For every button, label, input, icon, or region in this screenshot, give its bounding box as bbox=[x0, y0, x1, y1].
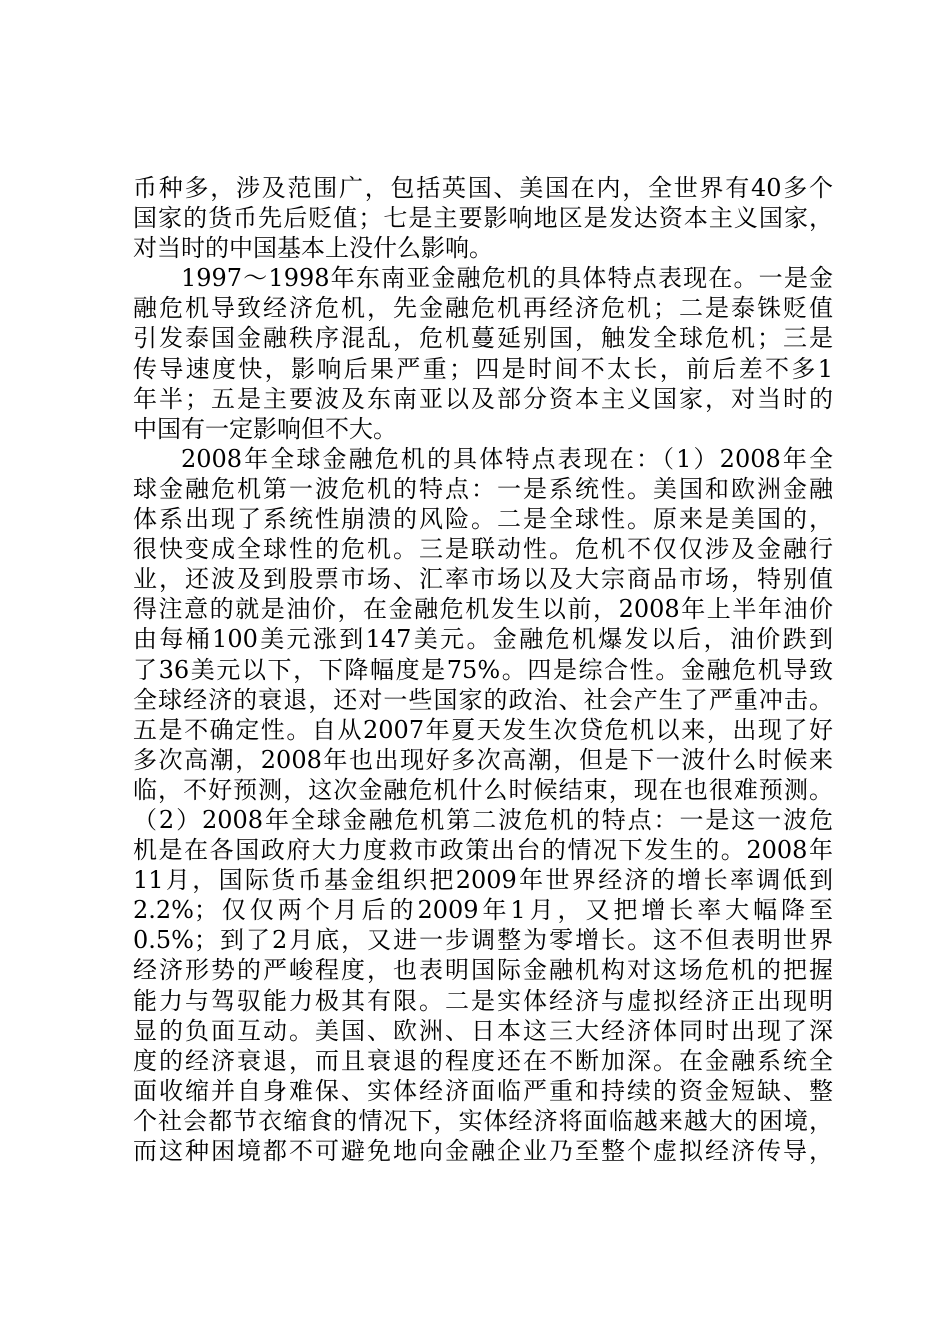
text-line: 年半；五是主要波及东南亚以及部分资本主义国家，对当时的 bbox=[133, 384, 833, 413]
text-line: 0.5%；到了2月底，又进一步调整为零增长。这不但表明世界 bbox=[133, 926, 833, 955]
text-line: 引发泰国金融秩序混乱，危机蔓延别国，触发全球危机；三是 bbox=[133, 324, 833, 353]
document-body bbox=[133, 173, 833, 1166]
text-line: 度的经济衰退，而且衰退的程度还在不断加深。在金融系统全 bbox=[133, 1046, 833, 1075]
text-line: 传导速度快，影响后果严重；四是时间不太长，前后差不多1 bbox=[133, 354, 833, 383]
text-line: 经济形势的严峻程度，也表明国际金融机构对这场危机的把握 bbox=[133, 956, 833, 985]
text-line: 五是不确定性。自从2007年夏天发生次贷危机以来，出现了好 bbox=[133, 715, 833, 744]
text-line: 中国有一定影响但不大。 bbox=[133, 414, 397, 443]
text-line: 显的负面互动。美国、欧洲、日本这三大经济体同时出现了深 bbox=[133, 1016, 833, 1045]
text-line: 球金融危机第一波危机的特点：一是系统性。美国和欧洲金融 bbox=[133, 474, 833, 503]
text-line: 币种多，涉及范围广，包括英国、美国在内，全世界有40多个 bbox=[133, 174, 833, 202]
text-line: 1997～1998年东南亚金融危机的具体特点表现在。一是金 bbox=[181, 264, 833, 293]
text-line: 国家的货币先后贬值；七是主要影响地区是发达资本主义国家， bbox=[133, 204, 833, 233]
text-line: 个社会都节衣缩食的情况下，实体经济将面临越来越大的困境， bbox=[133, 1106, 833, 1135]
text-line: 2.2%；仅仅两个月后的2009年1月，又把增长率大幅降至 bbox=[133, 896, 833, 925]
text-line: 业，还波及到股票市场、汇率市场以及大宗商品市场，特别值 bbox=[133, 565, 833, 594]
text-line: 多次高潮，2008年也出现好多次高潮，但是下一波什么时候来 bbox=[133, 745, 833, 774]
text-line: 临，不好预测，这次金融危机什么时候结束，现在也很难预测。 bbox=[133, 775, 833, 804]
text-line: 面收缩并自身难保、实体经济面临严重和持续的资金短缺、整 bbox=[133, 1076, 833, 1105]
text-line: 体系出现了系统性崩溃的风险。二是全球性。原来是美国的， bbox=[133, 505, 833, 534]
text-line: 11月，国际货币基金组织把2009年世界经济的增长率调低到 bbox=[133, 866, 833, 895]
text-line: 而这种困境都不可避免地向金融企业乃至整个虚拟经济传导， bbox=[133, 1137, 833, 1165]
text-line: 机是在各国政府大力度救市政策出台的情况下发生的。2008年 bbox=[133, 836, 833, 865]
text-line: 由每桶100美元涨到147美元。金融危机爆发以后，油价跌到 bbox=[133, 625, 833, 654]
text-line: 能力与驾驭能力极其有限。二是实体经济与虚拟经济正出现明 bbox=[133, 986, 833, 1015]
text-line: 对当时的中国基本上没什么影响。 bbox=[133, 234, 493, 263]
text-line: 了36美元以下，下降幅度是75%。四是综合性。金融危机导致 bbox=[133, 655, 833, 684]
text-line: 2008年全球金融危机的具体特点表现在：（1）2008年全 bbox=[181, 444, 833, 473]
text-line: 得注意的就是油价，在金融危机发生以前，2008年上半年油价 bbox=[133, 595, 833, 624]
text-line: 很快变成全球性的危机。三是联动性。危机不仅仅涉及金融行 bbox=[133, 535, 833, 564]
text-line: 融危机导致经济危机，先金融危机再经济危机；二是泰铢贬值 bbox=[133, 294, 833, 323]
text-line: 全球经济的衰退，还对一些国家的政治、社会产生了严重冲击。 bbox=[133, 685, 833, 714]
text-line: （2）2008年全球金融危机第二波危机的特点：一是这一波危 bbox=[133, 805, 833, 834]
